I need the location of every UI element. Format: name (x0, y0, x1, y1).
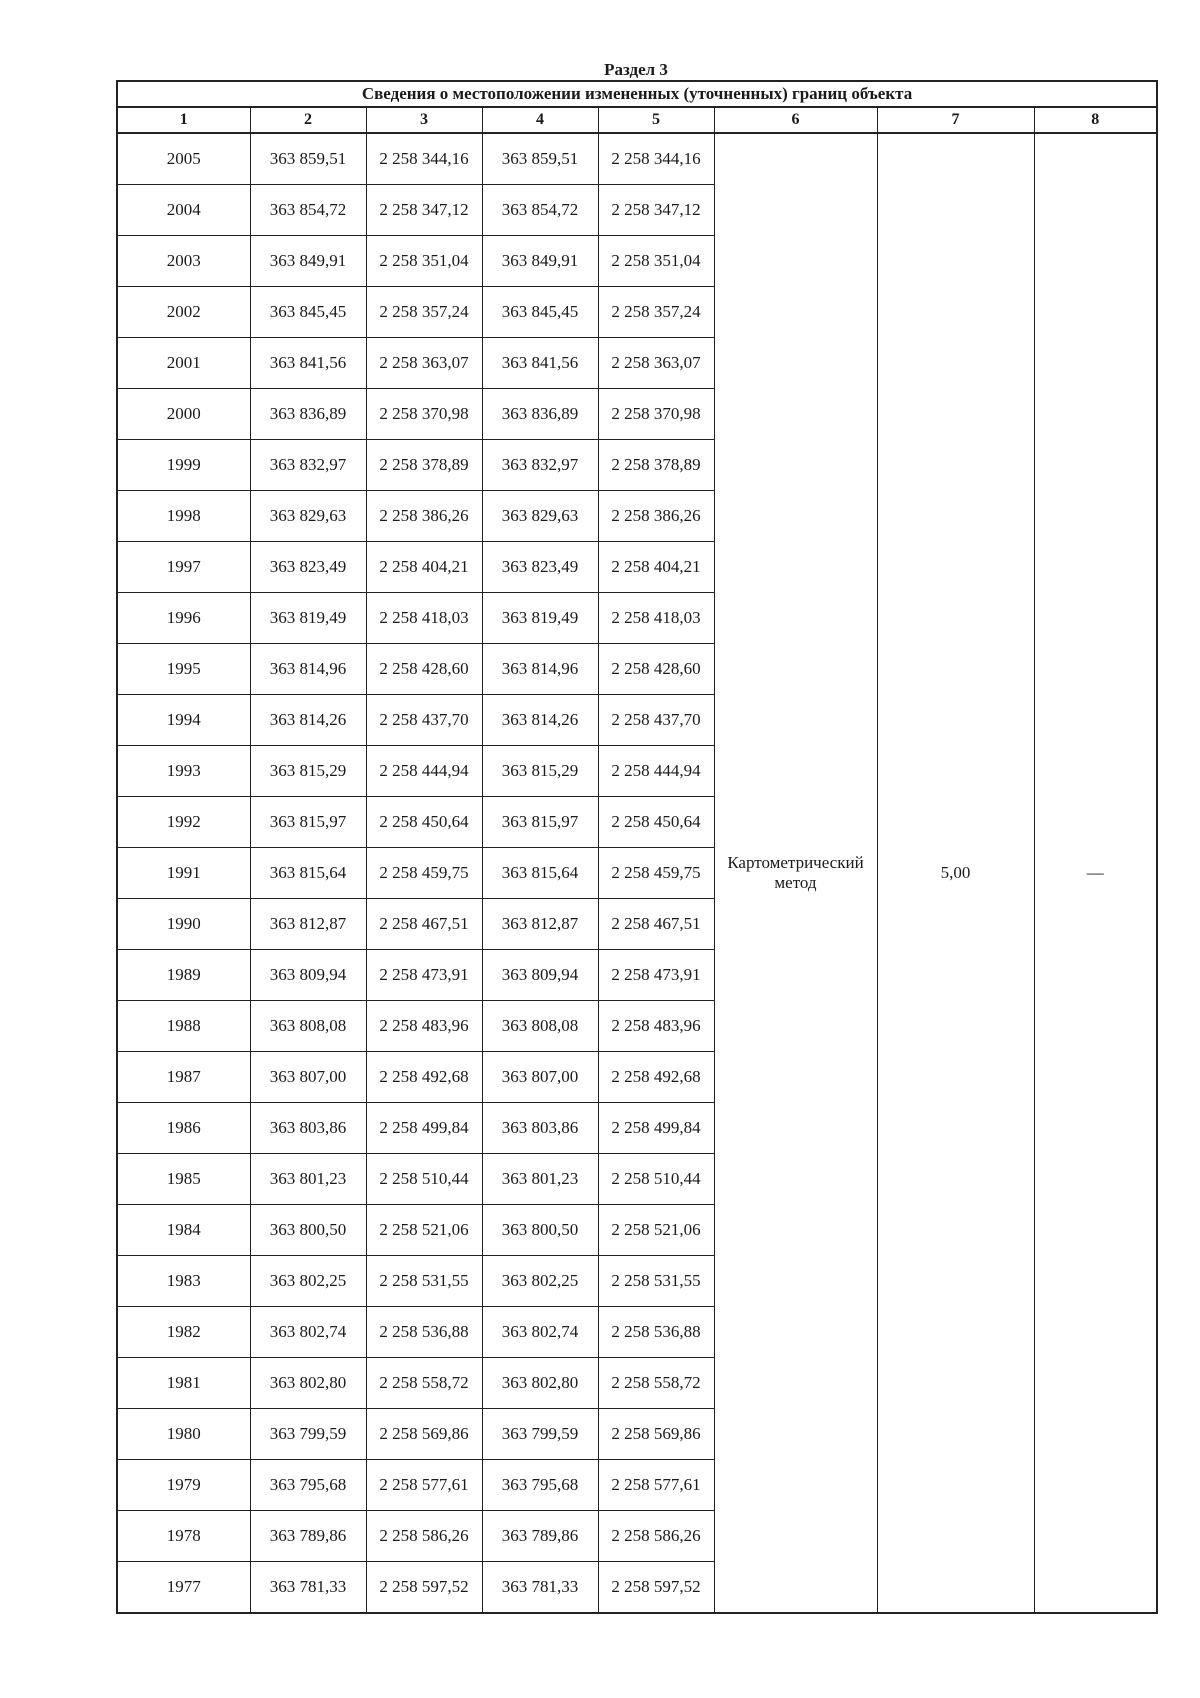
coordinate-cell: 363 849,91 (482, 236, 598, 287)
coordinate-cell: 2 258 344,16 (366, 133, 482, 185)
coordinate-cell: 2 258 459,75 (598, 848, 714, 899)
coordinate-cell: 363 854,72 (250, 185, 366, 236)
coordinate-cell: 363 781,33 (250, 1562, 366, 1614)
coordinate-cell: 2 258 492,68 (598, 1052, 714, 1103)
coordinate-cell: 363 815,97 (482, 797, 598, 848)
point-number-cell: 1981 (117, 1358, 250, 1409)
coordinate-cell: 2 258 467,51 (366, 899, 482, 950)
point-number-cell: 1982 (117, 1307, 250, 1358)
coordinate-cell: 363 801,23 (250, 1154, 366, 1205)
coordinate-cell: 363 829,63 (482, 491, 598, 542)
point-number-cell: 2002 (117, 287, 250, 338)
coordinate-cell: 2 258 351,04 (366, 236, 482, 287)
coordinate-cell: 363 815,64 (250, 848, 366, 899)
point-number-cell: 2003 (117, 236, 250, 287)
point-number-cell: 1983 (117, 1256, 250, 1307)
coordinate-cell: 2 258 363,07 (598, 338, 714, 389)
coordinate-cell: 2 258 521,06 (598, 1205, 714, 1256)
coordinate-cell: 363 802,74 (482, 1307, 598, 1358)
coordinate-cell: 363 836,89 (482, 389, 598, 440)
point-number-cell: 1990 (117, 899, 250, 950)
coordinate-cell: 2 258 597,52 (598, 1562, 714, 1614)
section-title: Раздел 3 (604, 60, 668, 79)
column-number-4: 4 (482, 107, 598, 133)
coordinate-cell: 2 258 459,75 (366, 848, 482, 899)
coordinate-cell: 363 800,50 (250, 1205, 366, 1256)
coordinate-cell: 363 845,45 (482, 287, 598, 338)
column-number-3: 3 (366, 107, 482, 133)
coordinate-cell: 363 859,51 (250, 133, 366, 185)
coordinate-cell: 2 258 378,89 (598, 440, 714, 491)
coordinate-cell: 363 807,00 (250, 1052, 366, 1103)
coordinate-cell: 363 807,00 (482, 1052, 598, 1103)
coordinate-cell: 2 258 437,70 (366, 695, 482, 746)
coordinate-cell: 363 799,59 (482, 1409, 598, 1460)
point-number-cell: 1991 (117, 848, 250, 899)
coordinate-cell: 2 258 357,24 (366, 287, 482, 338)
boundary-coordinates-table (116, 80, 1158, 1614)
point-number-cell: 1998 (117, 491, 250, 542)
point-number-cell: 2000 (117, 389, 250, 440)
accuracy-cell: 5,00 (877, 133, 1034, 1613)
coordinate-cell: 2 258 473,91 (366, 950, 482, 1001)
coordinate-cell: 363 829,63 (250, 491, 366, 542)
coordinate-cell: 363 832,97 (482, 440, 598, 491)
column-number-row (117, 107, 1157, 133)
coordinate-cell: 2 258 450,64 (366, 797, 482, 848)
coordinate-cell: 363 802,25 (250, 1256, 366, 1307)
coordinate-cell: 2 258 531,55 (366, 1256, 482, 1307)
coordinate-cell: 363 841,56 (482, 338, 598, 389)
coordinate-cell: 363 841,56 (250, 338, 366, 389)
coordinate-cell: 363 814,26 (482, 695, 598, 746)
coordinate-cell: 2 258 586,26 (366, 1511, 482, 1562)
point-number-cell: 2001 (117, 338, 250, 389)
point-number-cell: 1979 (117, 1460, 250, 1511)
coordinate-cell: 2 258 483,96 (598, 1001, 714, 1052)
point-number-cell: 1995 (117, 644, 250, 695)
coordinate-cell: 363 814,26 (250, 695, 366, 746)
coordinate-cell: 2 258 386,26 (598, 491, 714, 542)
coordinate-cell: 2 258 531,55 (598, 1256, 714, 1307)
coordinate-cell: 363 800,50 (482, 1205, 598, 1256)
coordinate-cell: 2 258 510,44 (366, 1154, 482, 1205)
coordinate-cell: 363 801,23 (482, 1154, 598, 1205)
coordinate-cell: 363 832,97 (250, 440, 366, 491)
coordinate-cell: 363 803,86 (482, 1103, 598, 1154)
coordinate-cell: 363 823,49 (482, 542, 598, 593)
coordinate-cell: 2 258 473,91 (598, 950, 714, 1001)
point-number-cell: 1994 (117, 695, 250, 746)
coordinate-cell: 2 258 499,84 (598, 1103, 714, 1154)
coordinate-cell: 2 258 404,21 (366, 542, 482, 593)
point-number-cell: 1986 (117, 1103, 250, 1154)
coordinate-cell: 363 795,68 (482, 1460, 598, 1511)
coordinate-cell: 363 836,89 (250, 389, 366, 440)
coordinate-cell: 363 854,72 (482, 185, 598, 236)
coordinate-cell: 363 849,91 (250, 236, 366, 287)
point-number-cell: 1992 (117, 797, 250, 848)
point-number-cell: 1989 (117, 950, 250, 1001)
coordinate-cell: 2 258 418,03 (366, 593, 482, 644)
coordinate-cell: 363 789,86 (482, 1511, 598, 1562)
point-number-cell: 2005 (117, 133, 250, 185)
point-number-cell: 1977 (117, 1562, 250, 1614)
table-caption: Сведения о местоположении измененных (уточненных) границ объекта (117, 81, 1157, 107)
coordinate-cell: 2 258 404,21 (598, 542, 714, 593)
coordinate-cell: 363 789,86 (250, 1511, 366, 1562)
coordinate-cell: 363 815,29 (482, 746, 598, 797)
coordinate-cell: 2 258 492,68 (366, 1052, 482, 1103)
coordinate-cell: 2 258 428,60 (598, 644, 714, 695)
coordinate-cell: 363 781,33 (482, 1562, 598, 1614)
point-number-cell: 1984 (117, 1205, 250, 1256)
coordinate-cell: 363 802,80 (250, 1358, 366, 1409)
coordinate-cell: 363 814,96 (482, 644, 598, 695)
coordinate-cell: 2 258 370,98 (598, 389, 714, 440)
point-number-cell: 1997 (117, 542, 250, 593)
column-number-6: 6 (714, 107, 877, 133)
coordinate-cell: 2 258 444,94 (598, 746, 714, 797)
coordinate-cell: 363 823,49 (250, 542, 366, 593)
coordinate-cell: 2 258 347,12 (366, 185, 482, 236)
coordinate-cell: 2 258 569,86 (598, 1409, 714, 1460)
column-8-cell: — (1034, 133, 1157, 1613)
point-number-cell: 1996 (117, 593, 250, 644)
coordinate-cell: 363 815,97 (250, 797, 366, 848)
coordinate-cell: 2 258 450,64 (598, 797, 714, 848)
coordinate-cell: 2 258 586,26 (598, 1511, 714, 1562)
coordinate-cell: 363 802,74 (250, 1307, 366, 1358)
coordinate-cell: 363 808,08 (482, 1001, 598, 1052)
coordinate-cell: 2 258 558,72 (598, 1358, 714, 1409)
coordinate-cell: 2 258 378,89 (366, 440, 482, 491)
coordinate-cell: 363 812,87 (482, 899, 598, 950)
coordinate-cell: 2 258 444,94 (366, 746, 482, 797)
coordinate-cell: 2 258 483,96 (366, 1001, 482, 1052)
coordinate-cell: 363 802,25 (482, 1256, 598, 1307)
coordinate-cell: 363 803,86 (250, 1103, 366, 1154)
coordinate-cell: 2 258 467,51 (598, 899, 714, 950)
coordinate-cell: 2 258 418,03 (598, 593, 714, 644)
point-number-cell: 1987 (117, 1052, 250, 1103)
coordinate-cell: 2 258 357,24 (598, 287, 714, 338)
coordinate-cell: 2 258 370,98 (366, 389, 482, 440)
coordinate-cell: 2 258 386,26 (366, 491, 482, 542)
coordinate-cell: 2 258 510,44 (598, 1154, 714, 1205)
coordinate-cell: 363 819,49 (250, 593, 366, 644)
coordinate-cell: 2 258 363,07 (366, 338, 482, 389)
coordinate-cell: 363 808,08 (250, 1001, 366, 1052)
column-number-2: 2 (250, 107, 366, 133)
coordinate-cell: 363 812,87 (250, 899, 366, 950)
point-number-cell: 1985 (117, 1154, 250, 1205)
coordinate-cell: 363 859,51 (482, 133, 598, 185)
point-number-cell: 1993 (117, 746, 250, 797)
table-row (117, 133, 1157, 185)
point-number-cell: 1999 (117, 440, 250, 491)
coordinate-cell: 363 814,96 (250, 644, 366, 695)
coordinate-cell: 2 258 428,60 (366, 644, 482, 695)
point-number-cell: 1988 (117, 1001, 250, 1052)
column-number-7: 7 (877, 107, 1034, 133)
table-caption-row (117, 81, 1157, 107)
coordinate-cell: 2 258 577,61 (366, 1460, 482, 1511)
coordinate-cell: 363 815,64 (482, 848, 598, 899)
coordinate-cell: 363 799,59 (250, 1409, 366, 1460)
coordinate-cell: 2 258 597,52 (366, 1562, 482, 1614)
coordinate-cell: 2 258 536,88 (366, 1307, 482, 1358)
coordinate-cell: 2 258 437,70 (598, 695, 714, 746)
coordinate-cell: 363 845,45 (250, 287, 366, 338)
coordinate-cell: 363 809,94 (482, 950, 598, 1001)
coordinate-cell: 2 258 521,06 (366, 1205, 482, 1256)
coordinate-cell: 363 802,80 (482, 1358, 598, 1409)
column-number-1: 1 (117, 107, 250, 133)
point-number-cell: 2004 (117, 185, 250, 236)
coordinate-cell: 2 258 558,72 (366, 1358, 482, 1409)
coordinate-cell: 2 258 344,16 (598, 133, 714, 185)
coordinate-cell: 363 815,29 (250, 746, 366, 797)
coordinate-cell: 2 258 569,86 (366, 1409, 482, 1460)
coordinate-cell: 2 258 351,04 (598, 236, 714, 287)
coordinate-cell: 2 258 347,12 (598, 185, 714, 236)
coordinate-cell: 2 258 499,84 (366, 1103, 482, 1154)
point-number-cell: 1978 (117, 1511, 250, 1562)
coordinate-cell: 363 819,49 (482, 593, 598, 644)
point-number-cell: 1980 (117, 1409, 250, 1460)
coordinate-cell: 363 809,94 (250, 950, 366, 1001)
coordinate-cell: 2 258 536,88 (598, 1307, 714, 1358)
coordinate-cell: 363 795,68 (250, 1460, 366, 1511)
column-number-5: 5 (598, 107, 714, 133)
column-number-8: 8 (1034, 107, 1157, 133)
coordinate-cell: 2 258 577,61 (598, 1460, 714, 1511)
method-cell: Картометрический метод (714, 133, 877, 1613)
